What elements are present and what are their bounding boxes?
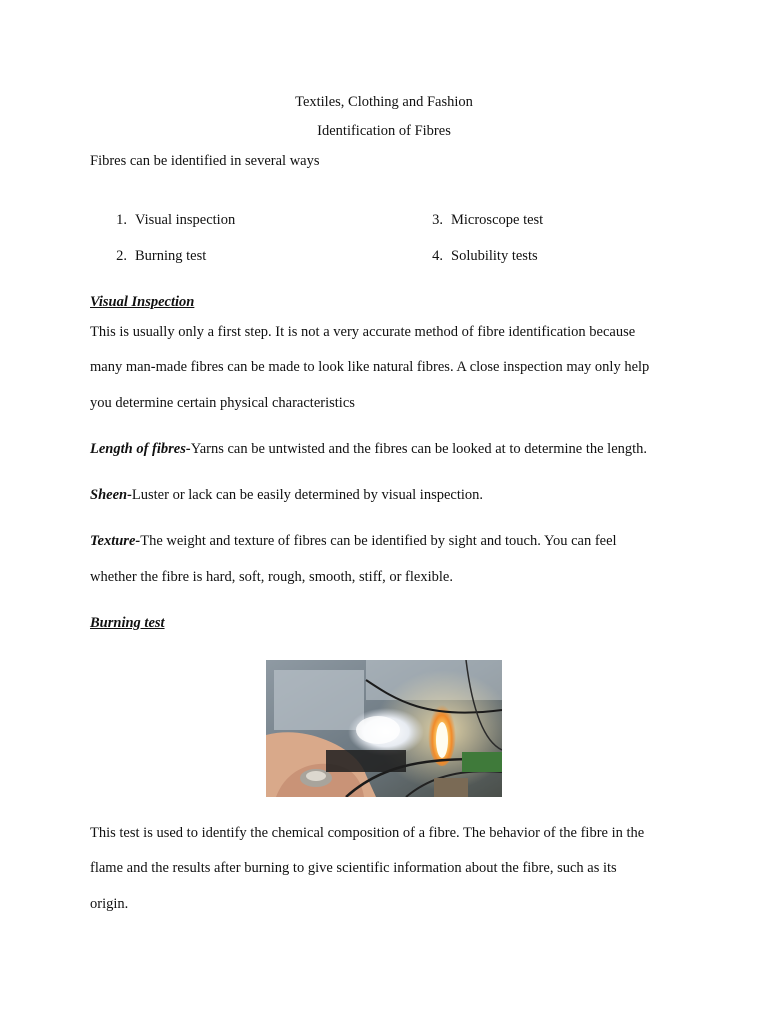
burning-test-line: flame and the results after burning to give scientific information about the fibre, such as its (90, 860, 617, 876)
list-item (421, 248, 538, 265)
list-item (105, 248, 206, 265)
intro-text: Fibres can be identified in several ways (90, 153, 320, 169)
burning-test-heading: Burning test (90, 615, 165, 631)
length-paragraph (90, 441, 647, 458)
visual-inspection-heading: Visual Inspection (90, 294, 195, 310)
list-label: Solubility tests (451, 248, 538, 264)
page-title: Identification of Fibres (317, 123, 451, 139)
burning-test-line: This test is used to identify the chemical composition of a fibre. The behavior of the fibre in the (90, 825, 645, 841)
texture-line: whether the fibre is hard, soft, rough, smooth, stiff, or flexible. (90, 569, 453, 585)
list-item (421, 212, 543, 229)
length-text: Yarns can be untwisted and the fibres can be looked at to determine the length. (190, 441, 648, 457)
list-number: 4. (432, 248, 443, 264)
list-number: 3. (432, 212, 443, 228)
length-term: Length of fibres- (90, 441, 191, 457)
visual-inspection-line: many man-made fibres can be made to look like natural fibres. A close inspection may only help (90, 359, 650, 375)
list-number: 1. (116, 212, 127, 228)
burning-test-photo (266, 660, 502, 797)
list-item (105, 212, 235, 229)
subject-title: Textiles, Clothing and Fashion (295, 94, 473, 110)
texture-paragraph (90, 533, 617, 550)
sheen-text: Luster or lack can be easily determined by visual inspection. (131, 487, 484, 503)
visual-inspection-line: you determine certain physical characteristics (90, 395, 355, 411)
texture-text: The weight and texture of fibres can be identified by sight and touch. You can feel (140, 533, 617, 549)
burning-test-line: origin. (90, 896, 129, 912)
sheen-paragraph (90, 487, 483, 504)
list-number: 2. (116, 248, 127, 264)
list-label: Burning test (135, 248, 207, 264)
texture-term: Texture- (90, 533, 141, 549)
visual-inspection-line: This is usually only a first step. It is not a very accurate method of fibre identification because (90, 324, 636, 340)
list-label: Microscope test (451, 212, 544, 228)
list-label: Visual inspection (135, 212, 236, 228)
sheen-term: Sheen- (90, 487, 132, 503)
